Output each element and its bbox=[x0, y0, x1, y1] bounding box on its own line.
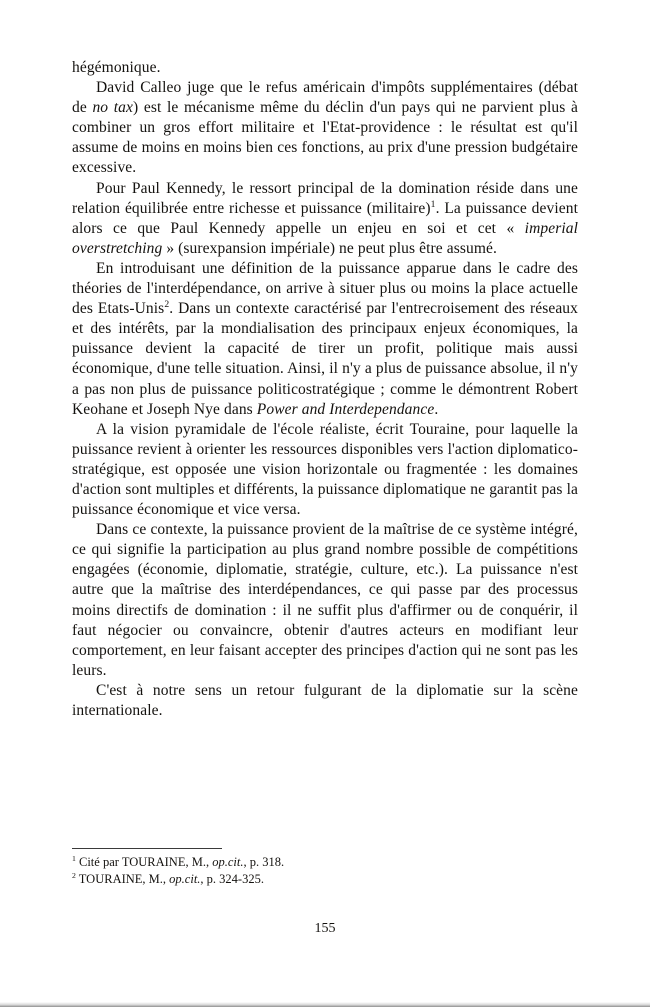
paragraph: hégémonique. bbox=[72, 59, 161, 76]
paragraph: En introduisant une définition de la puissance apparue dans le cadre des théories de l'interdépendance, on arrive à situer plus ou moins la place actuelle des Etats-Unis$^2$. Dans un contexte caractérisé par l'entrecroisement des réseaux et des intérêts, par la mondialisation des principaux enjeux économiques, la puissance devient la capacité de tirer un profit, politique mais aussi économique, d'une telle situation. Ainsi, il n'y a plus de puissance absolue, il n'y a pas non plus de puissance politicostratégique ; comme le démontrent Robert Keohane et Joseph Nye dans Power and Interdependance. bbox=[72, 259, 579, 418]
paragraph: C'est à notre sens un retour fulgurant de la diplomatie sur la scène internationale. bbox=[72, 681, 578, 719]
footnotes bbox=[72, 848, 578, 887]
page-number: 155 bbox=[314, 921, 336, 936]
footnote: $^2$ TOURAINE, M., op.cit., p. 324-325. bbox=[72, 870, 264, 886]
paragraph: Pour Paul Kennedy, le ressort principal de la domination réside dans une relation équilibrée entre richesse et puissance (militaire)$^1$. La puissance devient alors ce que Paul Kennedy appelle un enjeu en soi et cet « imperial overstretching » (surexpansion impériale) ne peut plus être assumé. bbox=[72, 179, 578, 257]
paragraph: David Calleo juge que le refus américain d'impôts supplémentaires (débat de no tax) est le mécanisme même du déclin d'un pays qui ne parvient plus à combiner un gros effort militaire et l'Etat-providence : le résultat est qu'il assume de moins en moins bien ces fonctions, au prix d'une pression budgétaire excessive. bbox=[72, 79, 578, 177]
footnote-separator bbox=[72, 848, 222, 849]
body-text bbox=[72, 58, 578, 721]
paragraph: A la vision pyramidale de l'école réaliste, écrit Touraine, pour laquelle la puissance revient à orienter les ressources disponibles vers l'action diplomatico-stratégique, est opposée une vision horizontale ou fragmentée : les domaines d'action sont multiples et différents, la puissance diplomatique ne garantit pas la puissance économique et vice versa. bbox=[72, 420, 578, 519]
scan-edge bbox=[0, 1002, 650, 1007]
paragraph: Dans ce contexte, la puissance provient de la maîtrise de ce système intégré, ce qui signifie la participation au plus grand nombre possible de compétitions engagées (économie, diplomatie, stratégie, culture, etc.). La puissance n'est autre que la maîtrise des interdépendances, ce qui passe par des processus moins directifs de domination : il ne suffit plus d'affirmer ou de conquérir, il faut négocier ou convaincre, obtenir d'autres acteurs en modifiant leur comportement, en leur faisant accepter des principes d'action qui ne sont pas les leurs. bbox=[72, 521, 578, 679]
footnote: $^1$ Cité par TOURAINE, M., op.cit., p. 318. bbox=[72, 853, 285, 869]
